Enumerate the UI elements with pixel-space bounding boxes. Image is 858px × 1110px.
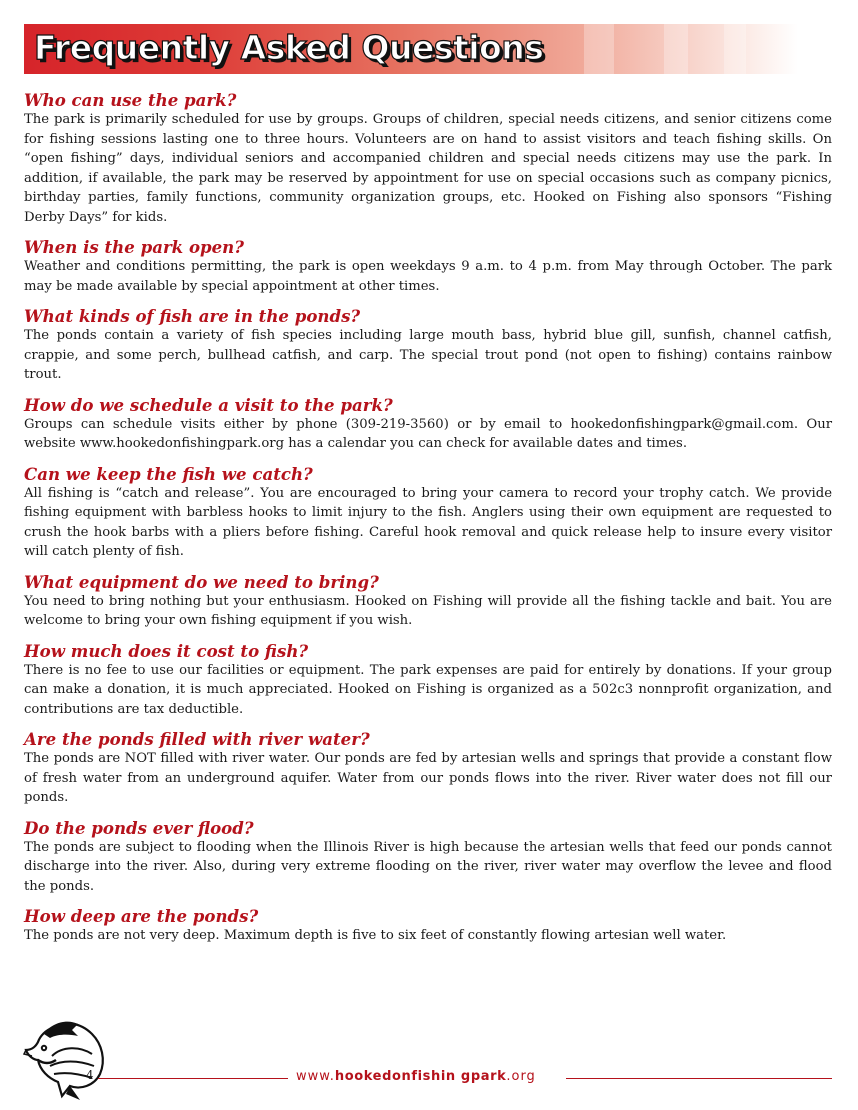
website-prefix: www.	[296, 1069, 335, 1084]
faq-item	[24, 306, 832, 385]
faq-answer: The ponds are subject to flooding when the Illinois River is high because the artesian wells that feed our ponds cannot discharge into the river. Also, during very extreme flooding on the river, river water may overflow the levee and flood the ponds.	[24, 839, 832, 894]
faq-question: What kinds of fish are in the ponds?	[24, 306, 361, 326]
footer-rule-left	[98, 1078, 288, 1079]
website-suffix: .org	[506, 1069, 536, 1084]
faq-question: Who can use the park?	[24, 90, 237, 110]
faq-item	[24, 729, 832, 808]
page-title: Frequently Asked Questions	[34, 28, 544, 67]
faq-question: Are the ponds filled with river water?	[24, 729, 370, 749]
header-banner	[24, 24, 798, 74]
banner-stripe	[664, 24, 688, 74]
faq-question: Can we keep the fish we catch?	[24, 463, 313, 484]
bass-fish-icon	[22, 1016, 108, 1102]
faq-item	[24, 464, 832, 562]
faq-answer: The ponds contain a variety of fish species including large mouth bass, hybrid blue gill, sunfish, channel catfish, crappie, and some perch, bullhead catfish, and carp. The special trout pond (not open to fishing) contains rainbow trout.	[24, 328, 832, 382]
faq-item	[24, 818, 832, 897]
faq-item	[24, 90, 832, 227]
faq-answer: There is no fee to use our facilities or equipment. The park expenses are paid for entirely by donations. If your group can make a donation, it is much appreciated. Hooked on Fishing is organized as a 502c3 nonnprofit organization, and contributions are tax deductible.	[24, 662, 832, 717]
faq-answer: Weather and conditions permitting, the park is open weekdays 9 a.m. to 4 p.m. from May through October. The park may be made available by special appointment at other times.	[24, 259, 832, 294]
faq-question: How much does it cost to fish?	[24, 640, 309, 661]
faq-item	[24, 572, 832, 631]
faq-question: How do we schedule a visit to the park?	[24, 394, 393, 415]
faq-question: Do the ponds ever flood?	[24, 817, 254, 838]
banner-stripe	[724, 24, 746, 74]
faq-question: How deep are the ponds?	[24, 906, 259, 926]
faq-question: When is the park open?	[24, 237, 244, 257]
website-name: hookedonfishin gpark	[334, 1069, 507, 1084]
footer-rule-right	[566, 1078, 832, 1079]
faq-item	[24, 237, 832, 296]
footer-website	[296, 1069, 536, 1084]
faq-answer: All fishing is “catch and release”. You are encouraged to bring your camera to record your trophy catch. We provide fishing equipment with barbless hooks to limit injury to the fish. Anglers using their own equipment are requested to crush the hook barbs with a pliers before fishing. Careful hook removal and quick release help to insure every visitor will catch plenty of fish.	[24, 485, 832, 559]
faq-item	[24, 906, 832, 946]
faq-answer: You need to bring nothing but your enthusiasm. Hooked on Fishing will provide all the fishing tackle and bait. You are welcome to bring your own fishing equipment if you wish.	[24, 593, 832, 628]
faq-answer: The ponds are not very deep. Maximum depth is five to six feet of constantly flowing artesian well water.	[24, 928, 727, 943]
faq-answer: Groups can schedule visits either by phone (309-219-3560) or by email to hookedonfishingpark@gmail.com. Our website www.hookedonfishingpark.org has a calendar you can check for available dates and times.	[24, 416, 832, 451]
faq-answer: The ponds are NOT filled with river water. Our ponds are fed by artesian wells and springs that provide a constant flow of fresh water from an underground aquifer. Water from our ponds flows into the river. River water does not fill our ponds.	[24, 751, 832, 805]
faq-item	[24, 395, 832, 454]
page-number: 4	[86, 1068, 94, 1082]
faq-list	[24, 90, 832, 956]
faq-question: What equipment do we need to bring?	[24, 571, 379, 592]
faq-answer: The park is primarily scheduled for use by groups. Groups of children, special needs citizens, and senior citizens come for fishing sessions lasting one to three hours. Volunteers are on hand to assist visitors and teach fishing skills. On “open fishing” days, individual seniors and accompanied children and special needs citizens may use the park. In addition, if available, the park may be reserved by appointment for use on special occasions such as company picnics, birthday parties, family functions, community organization groups, etc. Hooked on Fishing also sponsors “Fishing Derby Days” for kids.	[24, 112, 832, 225]
page-footer	[0, 1060, 858, 1100]
banner-stripe	[584, 24, 614, 74]
faq-item	[24, 641, 832, 720]
